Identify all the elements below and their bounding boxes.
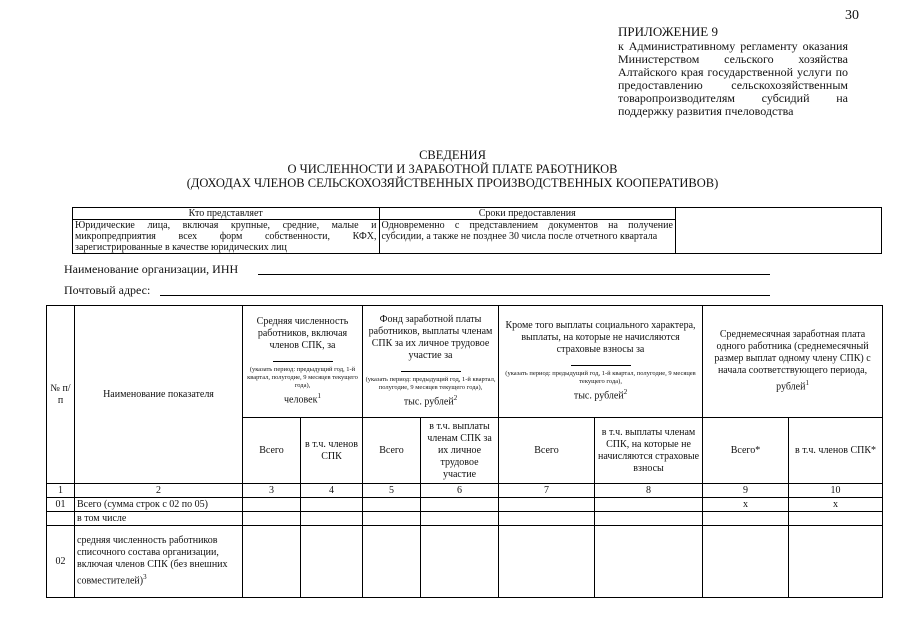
cell-10 [789, 526, 883, 598]
sub-spk-4: в т.ч. членов СПК [301, 418, 363, 484]
heading-line2: О ЧИСЛЕННОСТИ И ЗАРАБОТНОЙ ПЛАТЕ РАБОТНИКОВ [287, 162, 618, 176]
header-num: № п/п [47, 306, 75, 484]
cell[interactable] [243, 526, 301, 598]
period-blank-3[interactable] [571, 356, 631, 366]
header-group3: Кроме того выплаты социального характера, выплаты, на которые не начисляются страховые взносы за (указать период: предыдущий год, 1-й квартал, полугодие, 9 месяцев текущего года), тыс. рублей$^2$ [499, 306, 703, 418]
group3-unit: тыс. рублей [573, 390, 624, 402]
cell[interactable] [499, 512, 595, 526]
submission-col2-text: Одновременно с представлением документов на получение субсидии, а также не позднее 30 числа после отчетного квартала [379, 220, 675, 254]
group2-title: Фонд заработной платы работников, выплаты членам СПК за их личное трудовое участие за [368, 314, 493, 362]
appendix-text: к Административному регламенту оказания Министерством сельского хозяйства Алтайского края государственной услуги по предоставлению сельскохозяйственным товаропроизводителям субсидий на поддержку развития пчеловодства [618, 39, 848, 118]
header-group2: Фонд заработной платы работников, выплаты членам СПК за их личное трудовое участие за (указать период: предыдущий год, 1-й квартал, полугодие, 9 месяцев текущего года), тыс. рублей$^2$ [363, 306, 499, 418]
table-row [47, 526, 883, 598]
org-name-line[interactable] [258, 274, 770, 275]
colnum-5: 5 [363, 484, 421, 498]
row-name-text: средняя численность работников списочного состава организации, включая членов СПК (без внешних совместителей) [77, 535, 228, 587]
colnum-10: 10 [789, 484, 883, 498]
cell-10: х [789, 498, 883, 512]
page-number: 30 [845, 8, 859, 23]
cell[interactable] [363, 498, 421, 512]
colnum-4: 4 [301, 484, 363, 498]
cell[interactable] [363, 526, 421, 598]
cell[interactable] [421, 498, 499, 512]
cell[interactable] [499, 526, 595, 598]
cell[interactable] [421, 512, 499, 526]
group1-unit: человек [284, 394, 318, 406]
cell[interactable] [243, 512, 301, 526]
submission-col1-text: Юридические лица, включая крупные, средние, малые и микропредприятия всех форм собственности, КФХ, зарегистрированные в качестве юридических лиц [73, 220, 380, 254]
cell[interactable] [595, 498, 703, 512]
header-group1: Средняя численность работников, включая членов СПК, за (указать период: предыдущий год, 1-й квартал, полугодие, 9 месяцев текущего года), человек$^1$ [243, 306, 363, 418]
group3-title: Кроме того выплаты социального характера, выплаты, на которые не начисляются страховые взносы за [505, 320, 696, 356]
cell[interactable] [595, 526, 703, 598]
header-group4: Среднемесячная заработная плата одного работника (среднемесячный размер выплат одному члену СПК) с начала соответствующего периода, рублей$^1$ [703, 306, 883, 418]
cell[interactable] [499, 498, 595, 512]
colnum-7: 7 [499, 484, 595, 498]
cell[interactable] [363, 512, 421, 526]
colnum-1: 1 [47, 484, 75, 498]
submission-col1-header: Кто представляет [73, 208, 380, 220]
submission-table [72, 207, 882, 254]
colnum-3: 3 [243, 484, 301, 498]
data-table [46, 305, 883, 598]
colnum-8: 8 [595, 484, 703, 498]
colnum-2: 2 [75, 484, 243, 498]
heading-line3: (ДОХОДАХ ЧЛЕНОВ СЕЛЬСКОХОЗЯЙСТВЕННЫХ ПРОИЗВОДСТВЕННЫХ КООПЕРАТИВОВ) [186, 176, 719, 190]
row-num: 01 [47, 498, 75, 512]
heading-line1: СВЕДЕНИЯ [419, 148, 486, 162]
period-blank-1[interactable] [273, 352, 333, 362]
group1-title: Средняя численность работников, включая членов СПК, за [256, 316, 349, 352]
sub-total-7: Всего [499, 418, 595, 484]
sub-spk-10: в т.ч. членов СПК* [789, 418, 883, 484]
sub-spk-pay-6: в т.ч. выплаты членам СПК за их личное трудовое участие [421, 418, 499, 484]
cell-9: х [703, 498, 789, 512]
row-name: в том числе [75, 512, 243, 526]
period-blank-2[interactable] [401, 362, 461, 372]
cell[interactable] [595, 512, 703, 526]
group2-hint: (указать период: предыдущий год, 1-й квартал, полугодие, 9 месяцев текущего года), [365, 376, 496, 392]
colnum-9: 9 [703, 484, 789, 498]
submission-col2-header: Сроки предоставления [379, 208, 675, 220]
cell[interactable] [301, 498, 363, 512]
column-number-row [47, 484, 883, 498]
cell-9 [703, 512, 789, 526]
table-row [47, 512, 883, 526]
postal-line[interactable] [160, 295, 770, 296]
cell-10 [789, 512, 883, 526]
sub-no-ins-8: в т.ч. выплаты членам СПК, на которые не начисляются страховые взносы [595, 418, 703, 484]
postal-label: Почтовый адрес: [64, 283, 151, 297]
group1-hint: (указать период: предыдущий год, 1-й квартал, полугодие, 9 месяцев текущего года), [247, 366, 358, 390]
row-name: Всего (сумма строк с 02 по 05) [75, 498, 243, 512]
sub-total-5: Всего [363, 418, 421, 484]
cell-9 [703, 526, 789, 598]
cell[interactable] [301, 526, 363, 598]
group4-title: Среднемесячная заработная плата одного работника (среднемесячный размер выплат одному члену СПК) с начала соответствующего периода, рублей [714, 329, 871, 393]
table-row [47, 498, 883, 512]
cell[interactable] [301, 512, 363, 526]
row-name: средняя численность работников списочного состава организации, включая членов СПК (без внешних совместителей)$^3$ [75, 526, 243, 598]
org-name-label: Наименование организации, ИНН [64, 262, 239, 276]
colnum-6: 6 [421, 484, 499, 498]
appendix-title: ПРИЛОЖЕНИЕ 9 [618, 24, 718, 39]
sub-total-3: Всего [243, 418, 301, 484]
cell[interactable] [243, 498, 301, 512]
row-num [47, 512, 75, 526]
submission-blank-cell [675, 208, 881, 254]
group2-unit: тыс. рублей [403, 396, 454, 408]
sub-total-9: Всего* [703, 418, 789, 484]
header-name: Наименование показателя [75, 306, 243, 484]
row-num: 02 [47, 526, 75, 598]
group3-hint: (указать период: предыдущий год, 1-й квартал, полугодие, 9 месяцев текущего года), [505, 370, 696, 386]
cell[interactable] [421, 526, 499, 598]
